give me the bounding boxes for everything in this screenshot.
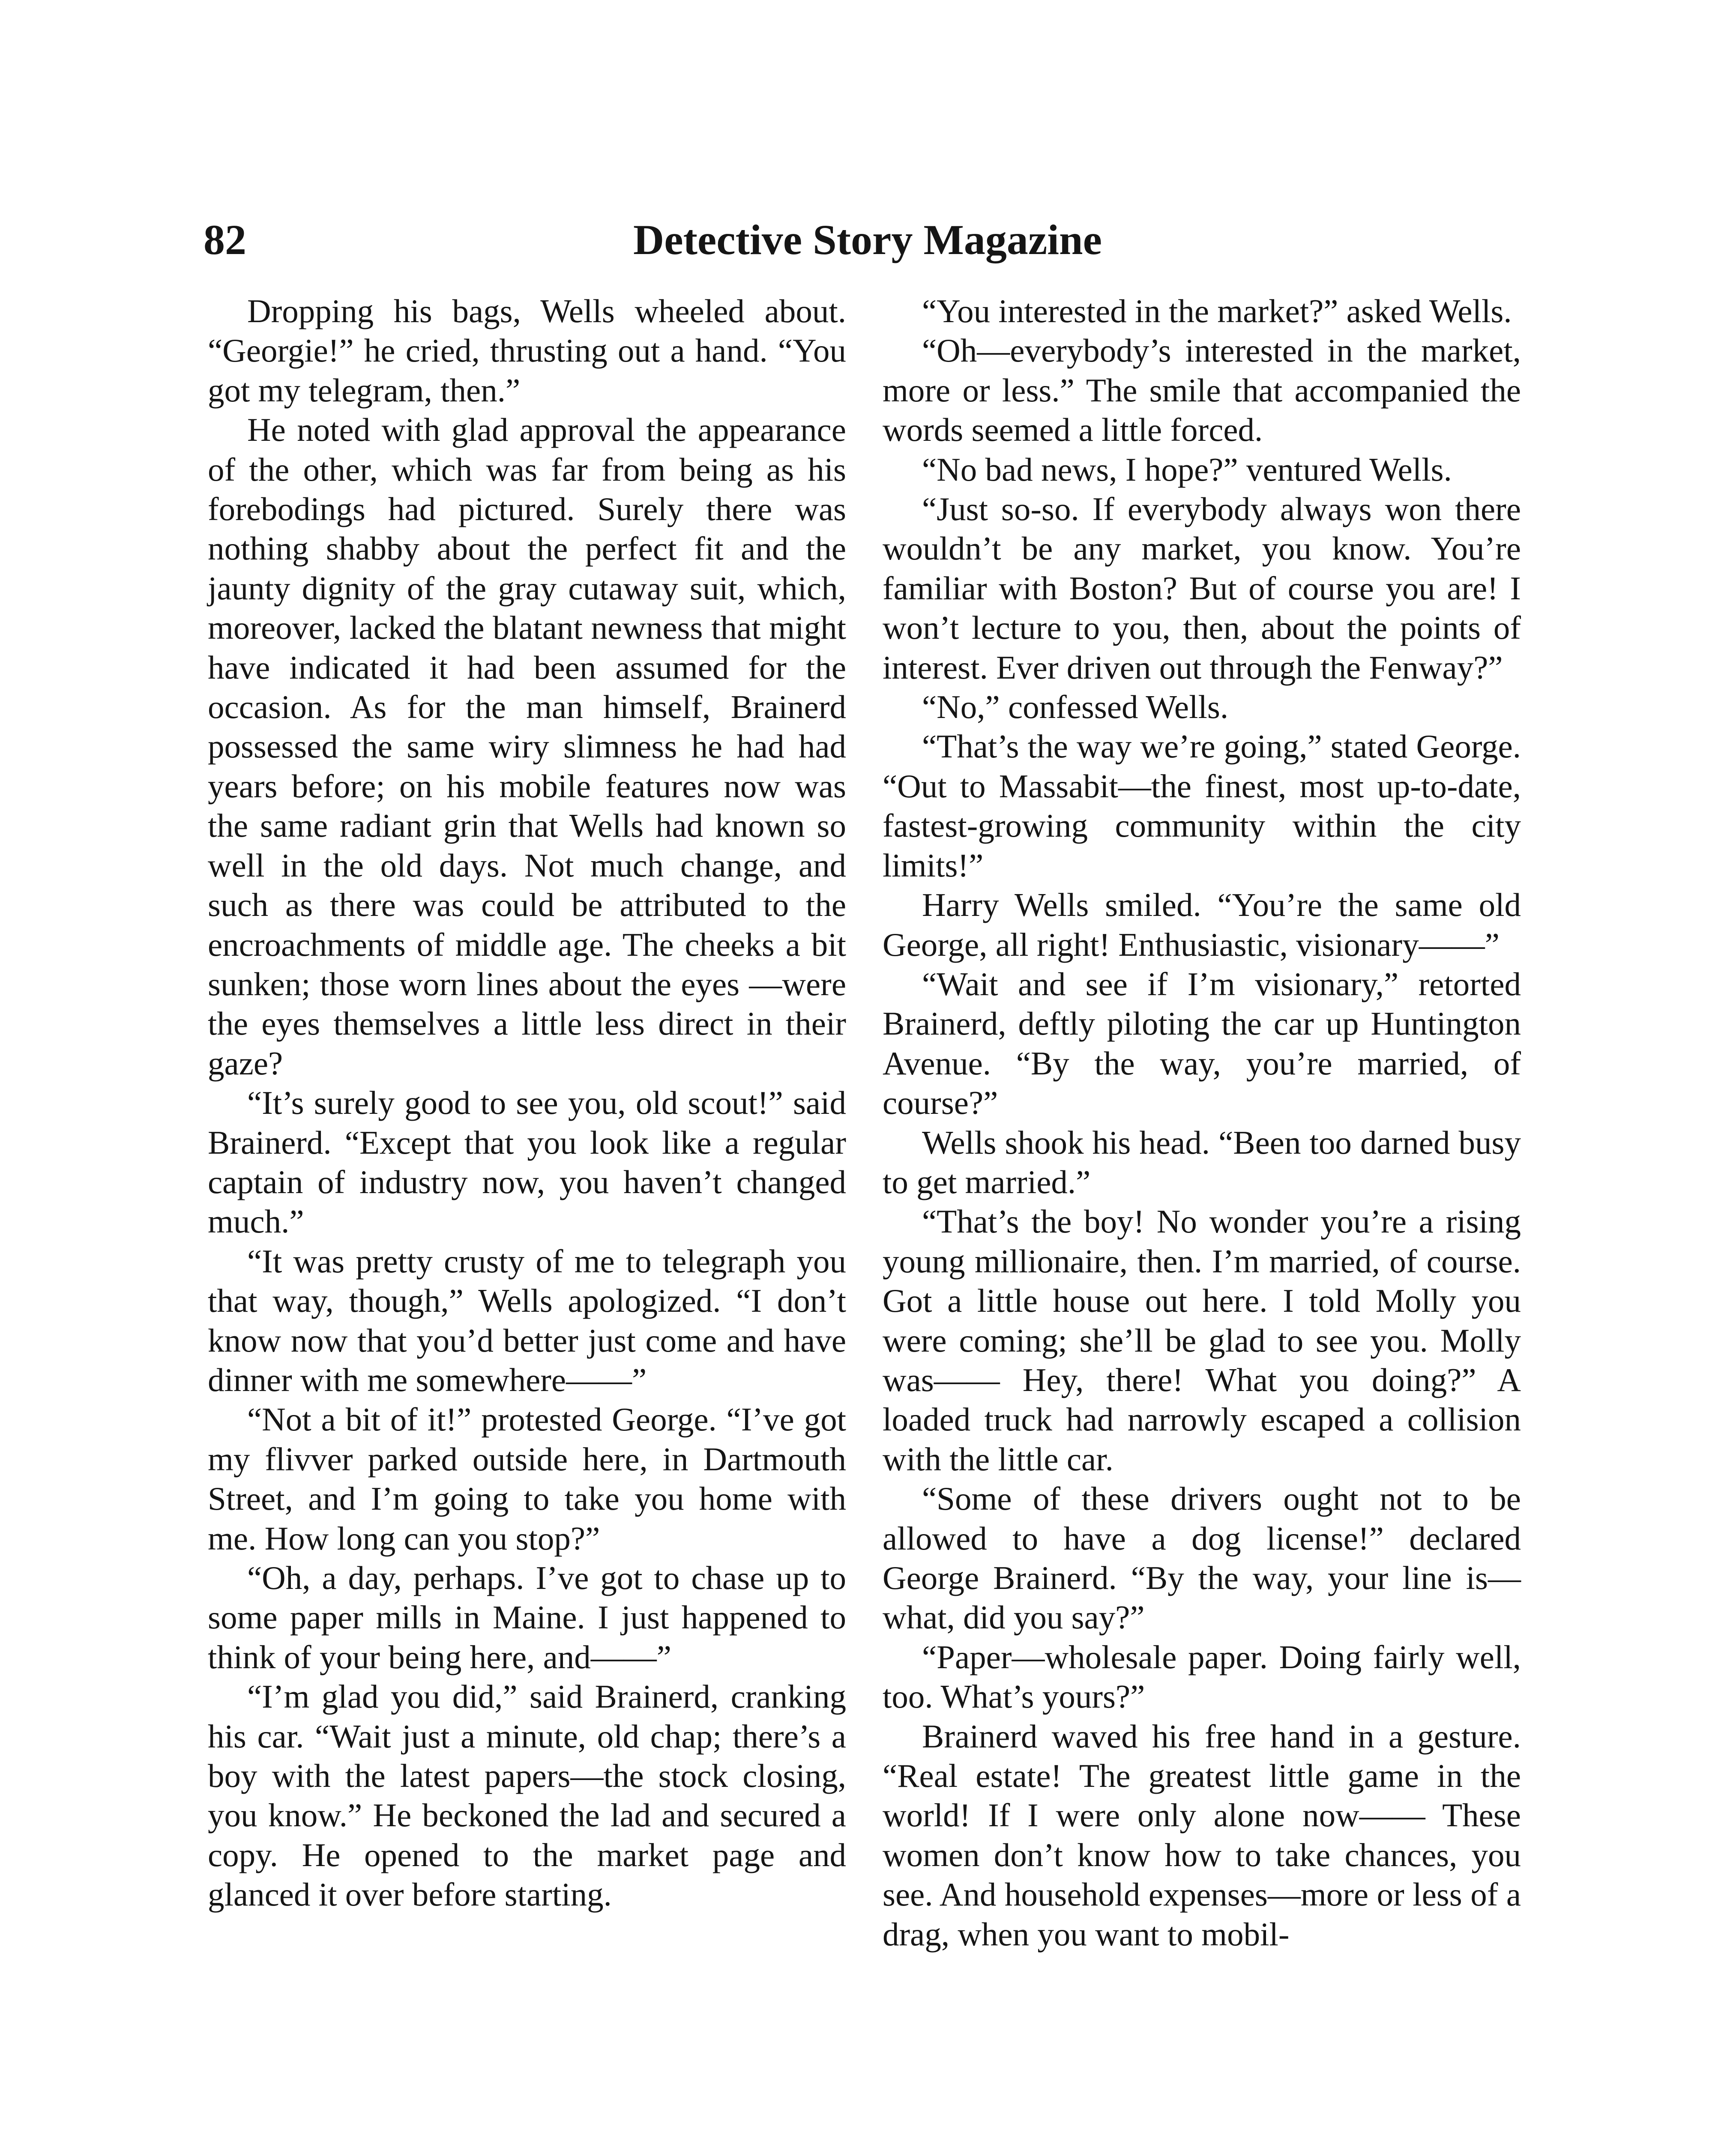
paragraph: “No bad news, I hope?” ventured Wells. [922, 451, 1452, 488]
page-number: 82 [204, 216, 246, 263]
paragraph: Brainerd waved his free hand in a gesture. “Real estate! The greatest little game in the world! If I were only alone now—— These women don’t know how to take chances, you see. And household expenses—more or less of a drag, when you want to mobil- [883, 1717, 1521, 1953]
paragraph: “Some of these drivers ought not to be allowed to have a dog license!” declared George Brainerd. “By the way, your line is—what, did you say?” [883, 1480, 1521, 1636]
running-title: Detective Story Magazine [633, 216, 1102, 263]
paragraph: “Just so-so. If everybody always won there wouldn’t be any market, you know. You’re familiar with Boston? But of course you are! I won’t lecture to you, then, about the points of interest. Ever driven out through the Fenway?” [883, 491, 1521, 686]
paragraph: Dropping his bags, Wells wheeled about. “Georgie!” he cried, thrusting out a hand. “You got my telegram, then.” [208, 293, 846, 409]
page-header [204, 212, 1532, 285]
right-column [883, 291, 1521, 1954]
paragraph: “Oh, a day, perhaps. I’ve got to chase up to some paper mills in Maine. I just happened to think of your being here, and——” [208, 1559, 846, 1675]
paragraph: “That’s the boy! No wonder you’re a rising young millionaire, then. I’m married, of course. Got a little house out here. I told Molly you were coming; she’ll be glad to see you. Molly was—— Hey, there! What you doing?” A loaded truck had narrowly escaped a collision with the little car. [883, 1203, 1521, 1478]
paragraph: “No,” confessed Wells. [922, 688, 1229, 726]
paragraph: “It’s surely good to see you, old scout!” said Brainerd. “Except that you look like a regular captain of industry now, you haven’t changed much.” [208, 1084, 846, 1240]
paragraph: Wells shook his head. “Been too darned busy to get married.” [883, 1124, 1521, 1200]
paragraph: “You interested in the market?” asked Wells. [922, 293, 1512, 329]
paragraph: “Wait and see if I’m visionary,” retorted Brainerd, deftly piloting the car up Huntington Avenue. “By the way, you’re married, of course?” [883, 965, 1521, 1122]
paragraph: “Paper—wholesale paper. Doing fairly well, too. What’s yours?” [883, 1638, 1521, 1715]
paragraph: “Oh—everybody’s interested in the market, more or less.” The smile that accompanied the words seemed a little forced. [883, 332, 1521, 449]
paragraph: “It was pretty crusty of me to telegraph you that way, though,” Wells apologized. “I don’t know now that you’d better just come and have dinner with me somewhere——” [208, 1242, 846, 1398]
paragraph: He noted with glad approval the appearance of the other, which was far from being as his forebodings had pictured. Surely there was nothing shabby about the perfect fit and the jaunty dignity of the gray cutaway suit, which, moreover, lacked the blatant newness that might have indicated it had been assumed for the occasion. As for the man himself, Brainerd possessed the same wiry slimness he had had years before; on his mobile features now was the same radiant grin that Wells had known so well in the old days. Not much change, and such as there was could be attributed to the encroachments of middle age. The cheeks a bit sunken; those worn lines about the eyes —were the eyes themselves a little less direct in their gaze? [208, 411, 846, 1082]
left-column [208, 291, 846, 1915]
paragraph: “Not a bit of it!” protested George. “I’ve got my flivver parked outside here, in Dartmouth Street, and I’m going to take you home with me. How long can you stop?” [208, 1401, 846, 1557]
paragraph: “I’m glad you did,” said Brainerd, cranking his car. “Wait just a minute, old chap; there’s a boy with the latest papers—the stock closing, you know.” He beckoned the lad and secured a copy. He opened to the market page and glanced it over before starting. [208, 1678, 846, 1913]
paragraph: Harry Wells smiled. “You’re the same old George, all right! Enthusiastic, visionary——” [883, 886, 1521, 963]
paragraph: “That’s the way we’re going,” stated George. “Out to Massabit—the finest, most up-to-date, fastest-growing community within the city limits!” [883, 728, 1521, 884]
